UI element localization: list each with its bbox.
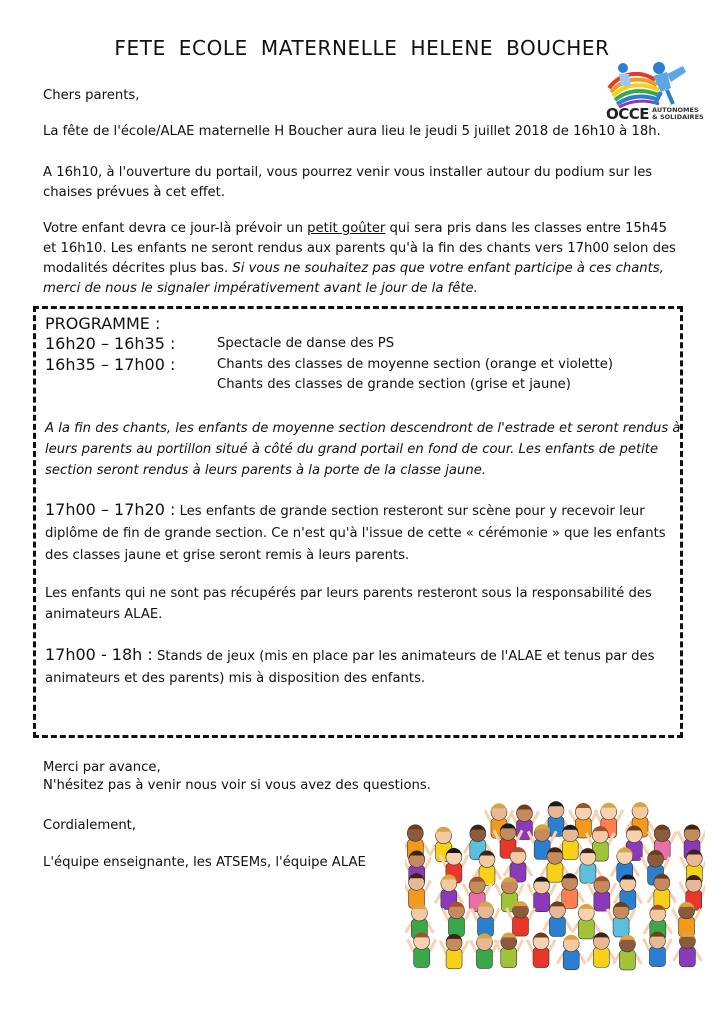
programme-desc: Chants des classes de grande section (grise et jaune) xyxy=(217,377,571,392)
games-time: 17h00 - 18h : xyxy=(45,645,153,664)
questions-line: N'hésitez pas à venir nous voir si vous avez des questions. xyxy=(43,778,431,793)
singing-notice: Si vous ne souhaitez pas que votre enfant participe à ces chants, merci de nous le signaler impérativement avant le jour de la fête. xyxy=(43,261,664,296)
games-paragraph: 17h00 - 18h : Stands de jeux (mis en place par les animateurs de l'ALAE et tenus par des animateurs et des parents) mis à disposition des enfants. xyxy=(45,645,655,686)
snack-paragraph: Votre enfant devra ce jour-là prévoir un petit goûter qui sera pris dans les classes entre 15h45 et 16h10. Les enfants ne seront rendus aux parents qu'à la fin des chants vers 17h00 selon des modalités décrites plus bas. Si vous ne souhaitez pas que votre enfant participe à ces chants, merci de nous le signaler impérativement avant le jour de la fête. xyxy=(43,221,676,296)
child-figure xyxy=(557,935,585,970)
diploma-paragraph: 17h00 – 17h20 : Les enfants de grande section resteront sur scène pour y recevoir leur diplôme de fin de grande section. Ce n'est qu'à l'issue de cette « cérémonie » que les enfants des classes jaune et grise seront remis à leurs parents. xyxy=(45,500,666,563)
child-figure xyxy=(495,933,523,968)
snack-highlight: petit goûter xyxy=(307,221,386,236)
alae-paragraph: Les enfants qui ne sont pas récupérés par leurs parents resteront sous la responsabilité des animateurs ALAE. xyxy=(45,586,652,622)
intro-paragraph: La fête de l'école/ALAE maternelle H Boucher aura lieu le jeudi 5 juillet 2018 de 16h10 à 18h. xyxy=(43,124,661,139)
occe-logo-text xyxy=(606,104,704,124)
crowd-of-children-illustration xyxy=(405,800,705,978)
programme-item xyxy=(45,334,395,356)
signature-line: L'équipe enseignante, les ATSEMs, l'équipe ALAE xyxy=(43,855,366,870)
regards-line: Cordialement, xyxy=(43,818,137,833)
child-figure xyxy=(440,934,468,969)
programme-time: 16h35 – 17h00 : xyxy=(45,355,176,374)
page-title: FETE ECOLE MATERNELLE HELENE BOUCHER xyxy=(114,36,610,60)
programme-desc: Chants des classes de moyenne section (orange et violette) xyxy=(217,357,614,372)
programme-item xyxy=(45,355,614,377)
child-figure xyxy=(408,932,436,967)
child-figure xyxy=(527,933,555,968)
child-figure xyxy=(673,932,701,967)
child-figure xyxy=(470,933,498,968)
arrival-paragraph: A 16h10, à l'ouverture du portail, vous pourrez venir vous installer autour du podium sur les chaises prévues à cet effet. xyxy=(43,165,653,200)
occe-tagline: AUTONOMES & SOLIDAIRES xyxy=(652,106,704,121)
thanks-line: Merci par avance, xyxy=(43,760,161,775)
programme-heading: PROGRAMME : xyxy=(45,314,161,333)
child-figure xyxy=(613,935,641,970)
occe-name: OCCE xyxy=(606,105,650,123)
programme-desc: Spectacle de danse des PS xyxy=(217,336,395,351)
child-figure xyxy=(643,932,671,967)
diploma-time: 17h00 – 17h20 : xyxy=(45,500,176,519)
greeting: Chers parents, xyxy=(43,88,140,103)
end-of-songs-paragraph: A la fin des chants, les enfants de moyenne section descendront de l'estrade et seront rendus à leurs parents au portillon situé à côté du grand portail en fond de cour. Les enfants de petite section seront rendus à leurs parents à la porte de la classe jaune. xyxy=(45,421,681,478)
programme-time: 16h20 – 16h35 : xyxy=(45,334,176,353)
